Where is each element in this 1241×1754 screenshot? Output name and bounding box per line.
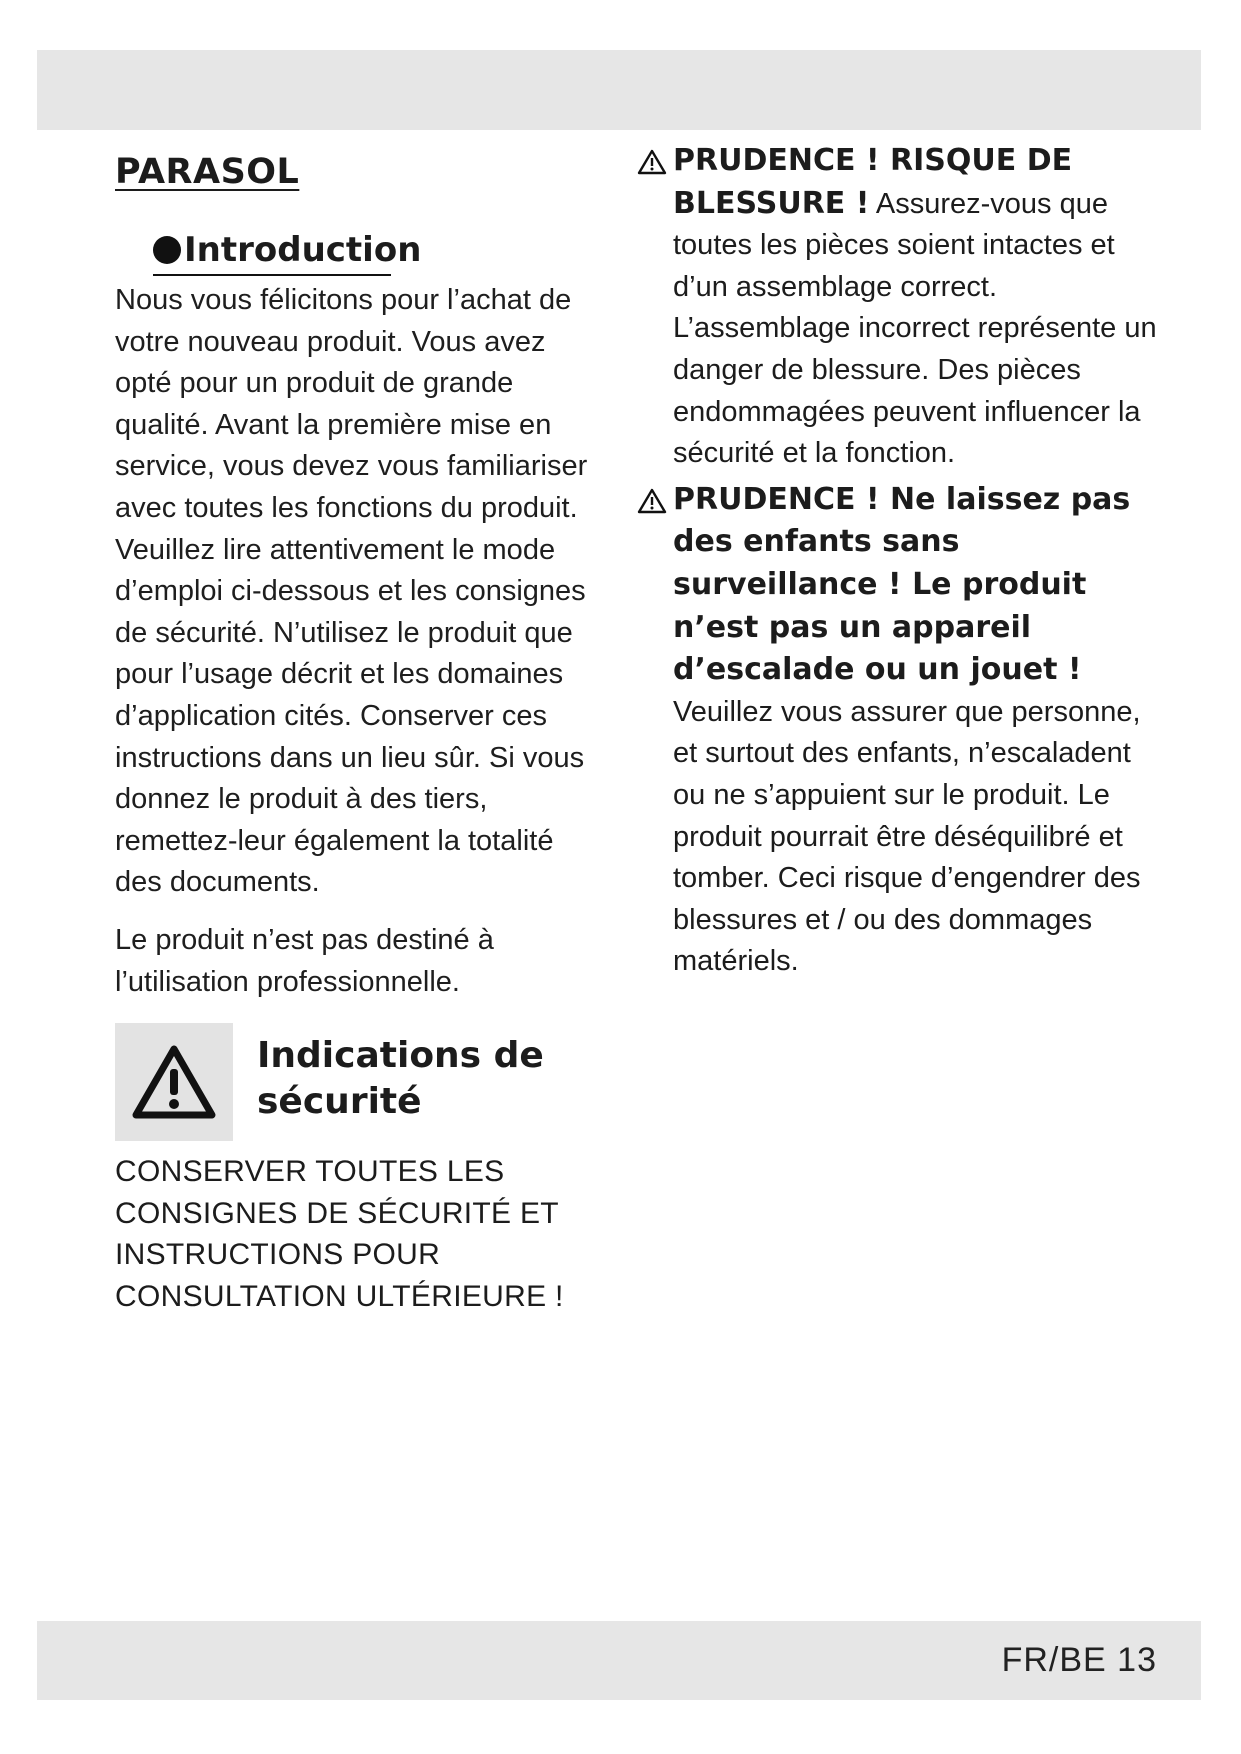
introduction-paragraph: Nous vous félicitons pour l’achat de votre nouveau produit. Vous avez opté pour un produit de grande qualité. Avant la première mise en service, vous devez vous familiariser avec toutes les fonctions du produit. Veuillez lire attentivement le mode d’emploi ci-dessous et les consignes de sécurité. N’utilisez le produit que pour l’usage décrit et les domaines d’application cités. Conserver ces instructions dans un lieu sûr. Si vous donnez le produit à des tiers, remettez-leur également la totalité des documents. <box>115 284 588 899</box>
safety-heading: Indications de sécurité <box>257 1035 544 1123</box>
introduction-heading-text: Introduction <box>184 230 422 270</box>
warning-body-text: Veuillez vous assurer que personne, et surtout des enfants, n’escaladent ou ne s’appuient sur le produit. Le produit pourrait être déséquilibré et tomber. Ceci risque d’engendrer des blessures et / ou des dommages matériels. <box>673 695 1141 978</box>
header-band <box>37 50 1201 130</box>
document-title: PARASOL <box>115 152 300 192</box>
warning-small-icon <box>637 487 667 515</box>
right-column <box>637 140 1157 983</box>
safety-heading-block <box>115 1023 605 1141</box>
warning-bold-text: PRUDENCE ! Ne laissez pas des enfants sans surveillance ! Le produit n’est pas un appareil d’escalade ou un jouet ! <box>673 481 1131 688</box>
page-number: FR/BE 13 <box>1001 1641 1157 1679</box>
warning-triangle-icon <box>130 1043 218 1121</box>
safety-icon-box <box>115 1023 233 1141</box>
warning-item <box>637 479 1157 983</box>
introduction-paragraph-professional: Le produit n’est pas destiné à l’utilisation professionnelle. <box>115 923 494 998</box>
bullet-dot-icon <box>153 236 181 264</box>
warning-bold-text: PRUDENCE ! RISQUE DE BLESSURE ! <box>673 143 1073 221</box>
heading-underline <box>153 274 391 276</box>
keep-instructions-notice: CONSERVER TOUTES LES CONSIGNES DE SÉCURITÉ ET INSTRUCTIONS POUR CONSULTATION ULTÉRIEURE ! <box>115 1155 564 1313</box>
warning-body-text: Assurez-vous que toutes les pièces soient intactes et d’un assemblage correct. L’assemblage incorrect représente un danger de blessure. Des pièces endommagées peuvent influencer la sécurité et la fonction. <box>673 187 1157 470</box>
left-column <box>115 140 605 1317</box>
warning-item <box>637 140 1157 475</box>
warning-small-icon <box>637 148 667 176</box>
introduction-heading <box>153 230 605 270</box>
